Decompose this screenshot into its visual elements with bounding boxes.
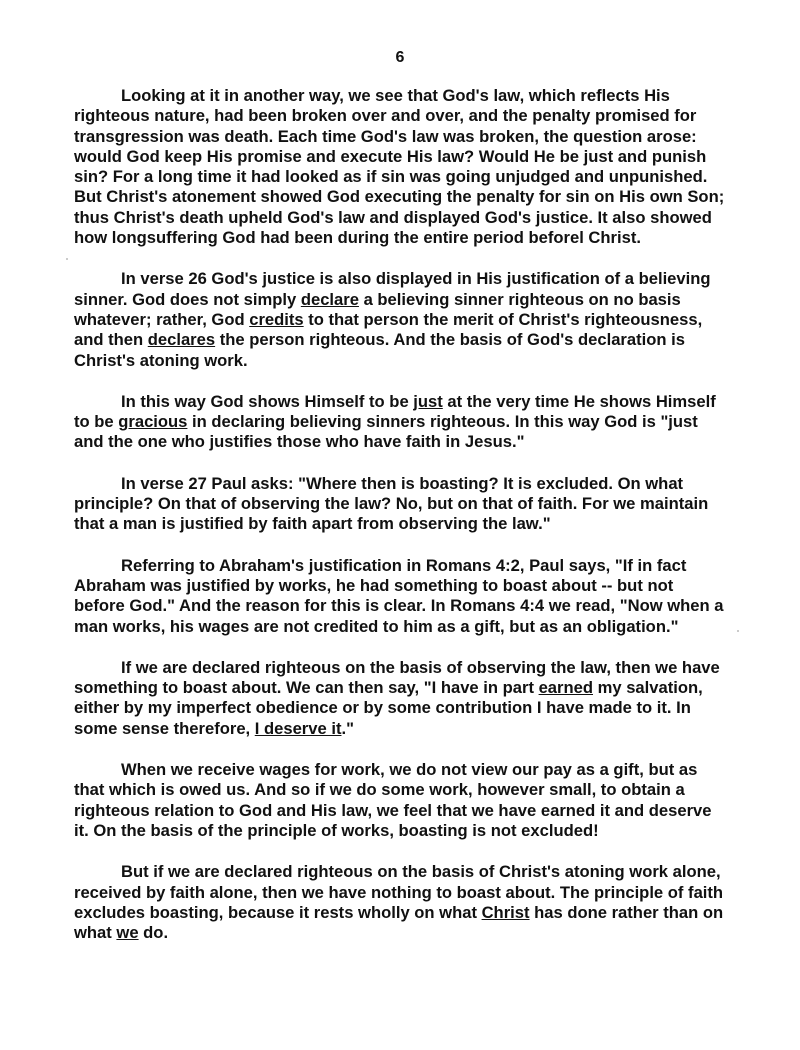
paragraph	[74, 86, 726, 248]
scan-speck	[737, 630, 739, 632]
paragraph	[74, 392, 726, 453]
text-run: But if we are declared righteous on the basis of Christ's atoning work alone, received by faith alone, then we have nothing to boast about. The principle of faith excludes boasting, because it rests wholly on what	[74, 862, 724, 922]
text-run: to that person the merit of Christ's righteousness, and then	[74, 309, 703, 350]
text-run: In this way God shows Himself to be	[121, 391, 414, 411]
underlined-text: I deserve it	[254, 718, 342, 738]
text-run: ."	[341, 718, 354, 738]
underlined-text: Christ	[481, 902, 530, 922]
text-run: Referring to Abraham's justification in Romans 4:2, Paul says, "If in fact Abraham was justified by works, he had something to boast about -- but not before God." And the reason for this is clear. In Romans 4:4 we read, "Now when a man works, his wages are not credited to him as a gift, but as an obligation."	[74, 555, 724, 636]
text-run: When we receive wages for work, we do not view our pay as a gift, but as that which is owed us. And so if we do some work, however small, to obtain a righteous relation to God and His law, we feel that we have earned it and deserve it. On the basis of the principle of works, boasting is not excluded!	[74, 760, 712, 840]
text-run: do.	[138, 923, 169, 943]
underlined-text: gracious	[118, 412, 188, 432]
text-run: Looking at it in another way, we see that God's law, which reflects His righteous nature, had been broken over and over, and the penalty promised for transgression was death. Each time God's law was broken, the question arose: would God keep His promise and execute His law? Would He be just and punish sin? For a long time it had looked as if sin was going unjudged and unpunished. But Christ's atonement showed God executing the penalty for sin on His own Son; thus Christ's death upheld God's law and displayed God's justice. It also showed how longsuffering God had been during the entire period beforel Christ.	[74, 86, 725, 248]
page-number: 6	[395, 49, 405, 66]
text-run: the person righteous. And the basis of God's declaration is Christ's atoning work.	[74, 330, 685, 370]
paragraph	[74, 658, 726, 739]
scan-speck	[66, 258, 68, 260]
text-run: at the very time He shows Himself to be	[74, 391, 716, 432]
text-run: in declaring believing sinners righteous. In this way God is "just and the one who justifies those who have faith in Jesus."	[74, 412, 698, 452]
text-run: has done rather than on what	[74, 902, 724, 943]
paragraph	[74, 862, 726, 943]
underlined-text: credits	[249, 309, 304, 329]
underlined-text: just	[413, 391, 443, 411]
text-run: If we are declared righteous on the basis of observing the law, then we have something to boast about. We can then say, "I have in part	[74, 657, 720, 698]
paragraph	[74, 556, 726, 637]
underlined-text: declare	[300, 289, 359, 309]
text-run: my salvation, either by my imperfect obedience or by some contribution I have made to it. In some sense therefore,	[74, 678, 703, 738]
underlined-text: declares	[147, 330, 216, 350]
text-run: In verse 27 Paul asks: "Where then is boasting? It is excluded. On what principle? On that of observing the law? No, but on that of faith. For we maintain that a man is justified by faith apart from observing the law."	[74, 473, 709, 534]
body-text	[74, 86, 726, 964]
text-run: a believing sinner righteous on no basis whatever; rather, God	[74, 289, 681, 329]
paragraph	[74, 760, 726, 841]
underlined-text: earned	[538, 678, 593, 698]
paragraph	[74, 269, 726, 370]
text-run: In verse 26 God's justice is also displayed in His justification of a believing sinner. God does not simply	[74, 269, 711, 309]
paragraph	[74, 474, 726, 535]
underlined-text: we	[116, 923, 139, 943]
